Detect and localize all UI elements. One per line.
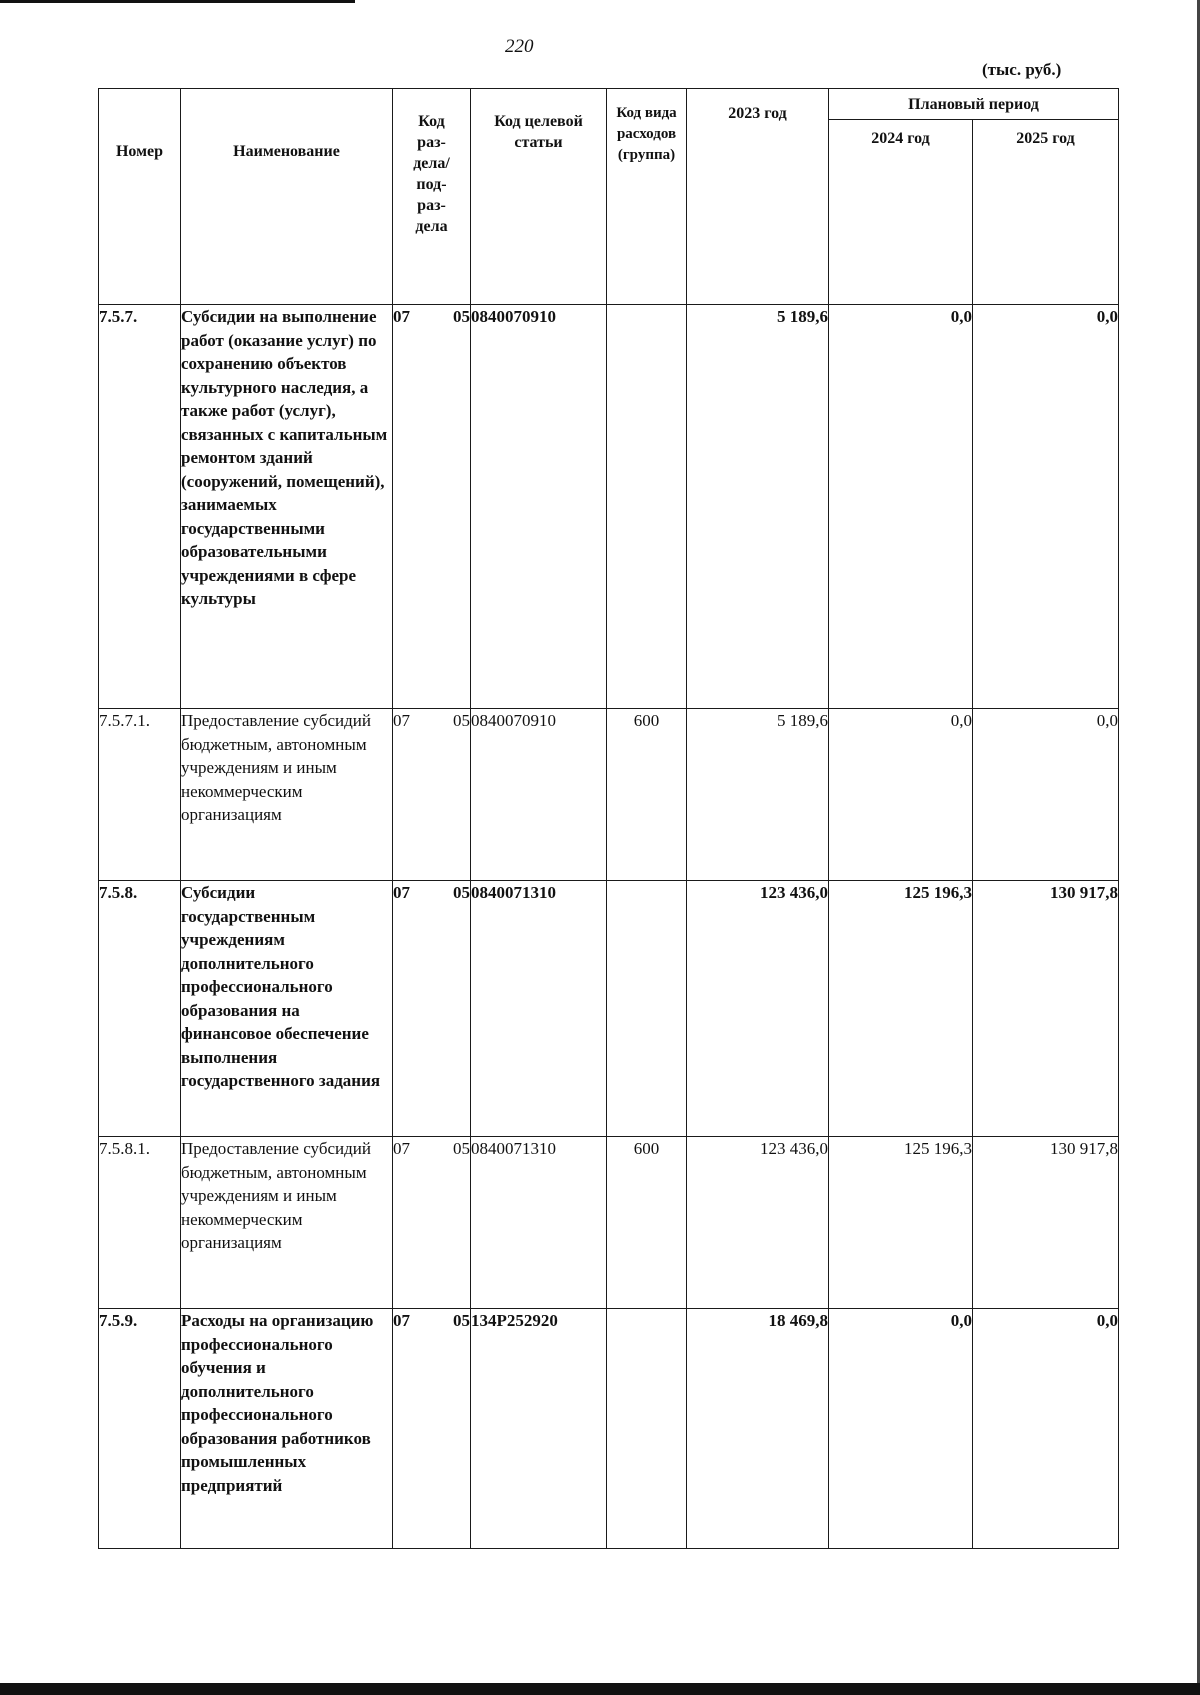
row-2024: 0,0 <box>829 1309 973 1549</box>
row-prz: 05 <box>453 1311 470 1330</box>
header-razdel <box>393 89 471 305</box>
row-2025: 130 917,8 <box>973 881 1119 1137</box>
row-2024: 125 196,3 <box>829 881 973 1137</box>
table-row <box>99 709 1119 881</box>
row-target: 0840070910 <box>471 709 607 881</box>
row-rz: 07 <box>393 883 410 902</box>
table-row <box>99 881 1119 1137</box>
row-name: Субсидии государственным учреждениям дополнительного профессионального образования на финансовое обеспечение выполнения государственного задания <box>181 881 393 1137</box>
header-target <box>471 89 607 305</box>
row-razdel <box>393 1309 471 1549</box>
row-razdel <box>393 305 471 709</box>
row-2024: 125 196,3 <box>829 1137 973 1309</box>
row-name: Предоставление субсидий бюджетным, автономным учреждениям и иным некоммерческим организациям <box>181 1137 393 1309</box>
row-target: 0840071310 <box>471 1137 607 1309</box>
row-prz: 05 <box>453 1139 470 1158</box>
row-2023: 123 436,0 <box>687 1137 829 1309</box>
row-2023: 18 469,8 <box>687 1309 829 1549</box>
row-number: 7.5.7.1. <box>99 709 181 881</box>
row-number: 7.5.7. <box>99 305 181 709</box>
row-razdel <box>393 1137 471 1309</box>
header-2023: 2023 год <box>687 89 829 305</box>
header-vid-text: Код вида расходов (группа) <box>616 105 677 163</box>
row-vid: 600 <box>607 709 687 881</box>
budget-table <box>98 88 1119 1549</box>
header-plan-period: Плановый период <box>829 89 1119 120</box>
row-vid: 600 <box>607 1137 687 1309</box>
row-rz: 07 <box>393 1311 410 1330</box>
header-razdel-text: Код раз-дела/ под-раз-дела <box>413 113 450 235</box>
header-target-text: Код целевой статьи <box>494 113 583 151</box>
table-row <box>99 1137 1119 1309</box>
row-number: 7.5.9. <box>99 1309 181 1549</box>
row-name: Расходы на организацию профессионального обучения и дополнительного профессионального образования работников промышленных предприятий <box>181 1309 393 1549</box>
row-2023: 123 436,0 <box>687 881 829 1137</box>
header-number: Номер <box>99 89 181 305</box>
row-target: 0840071310 <box>471 881 607 1137</box>
header-2025: 2025 год <box>973 120 1119 305</box>
header-row <box>99 89 1119 120</box>
units-label: (тыс. руб.) <box>982 60 1062 79</box>
row-target: 0840070910 <box>471 305 607 709</box>
row-razdel <box>393 709 471 881</box>
row-rz: 07 <box>393 307 410 326</box>
row-vid <box>607 1309 687 1549</box>
row-2024: 0,0 <box>829 305 973 709</box>
row-prz: 05 <box>453 711 470 730</box>
row-rz: 07 <box>393 1139 410 1158</box>
row-2023: 5 189,6 <box>687 709 829 881</box>
row-prz: 05 <box>453 307 470 326</box>
row-2025: 0,0 <box>973 305 1119 709</box>
header-2024: 2024 год <box>829 120 973 305</box>
row-prz: 05 <box>453 883 470 902</box>
row-name: Предоставление субсидий бюджетным, автономным учреждениям и иным некоммерческим организациям <box>181 709 393 881</box>
row-rz: 07 <box>393 711 410 730</box>
row-2025: 0,0 <box>973 1309 1119 1549</box>
row-2024: 0,0 <box>829 709 973 881</box>
page-number: 220 <box>505 36 534 57</box>
header-vid <box>607 89 687 305</box>
table-row <box>99 1309 1119 1549</box>
row-2025: 0,0 <box>973 709 1119 881</box>
table-row <box>99 305 1119 709</box>
row-vid <box>607 881 687 1137</box>
row-name: Субсидии на выполнение работ (оказание услуг) по сохранению объектов культурного наследия, а также работ (услуг), связанных с капитальным ремонтом зданий (сооружений, помещений), занимаемых государственными образовательными учреждениями в сфере культуры <box>181 305 393 709</box>
row-razdel <box>393 881 471 1137</box>
scan-edge-bottom <box>0 1683 1200 1695</box>
row-number: 7.5.8. <box>99 881 181 1137</box>
row-2025: 130 917,8 <box>973 1137 1119 1309</box>
row-target: 134P252920 <box>471 1309 607 1549</box>
row-2023: 5 189,6 <box>687 305 829 709</box>
row-number: 7.5.8.1. <box>99 1137 181 1309</box>
header-name: Наименование <box>181 89 393 305</box>
row-vid <box>607 305 687 709</box>
scan-edge-top <box>0 0 355 3</box>
